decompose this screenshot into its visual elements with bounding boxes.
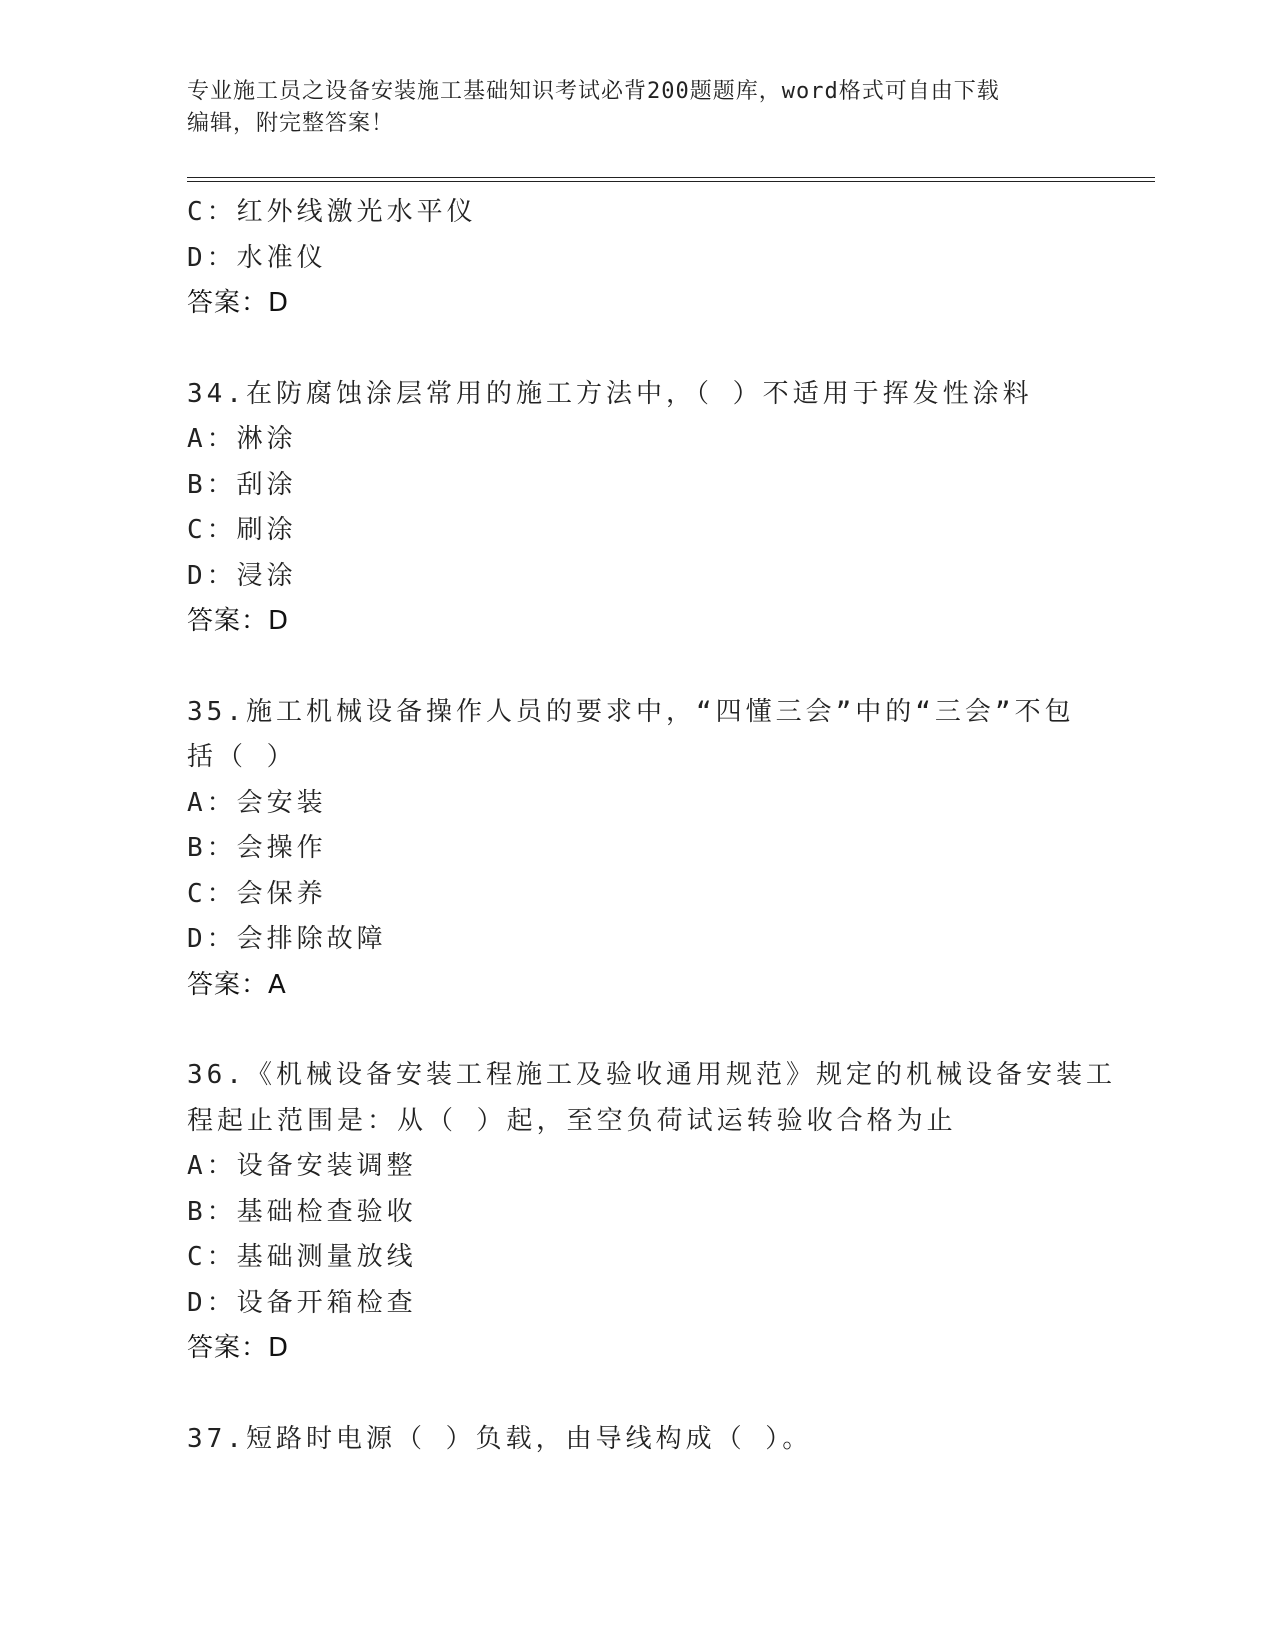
header-rule-thick	[187, 181, 1155, 182]
question-stem-line-2: 程起止范围是：从（ ）起，至空负荷试运转验收合格为止	[187, 1105, 957, 1136]
question-34	[187, 372, 1147, 645]
option-c: C：红外线激光水平仪	[187, 197, 477, 227]
option-d: D：设备开箱检查	[187, 1287, 417, 1318]
page-header	[187, 76, 1067, 140]
option-a: A：设备安装调整	[187, 1151, 417, 1181]
answer-line: 答案：D	[187, 1333, 290, 1363]
question-stem: 37.短路时电源（ ）负载，由导线构成（ ）。	[187, 1423, 813, 1454]
header-line-1: 专业施工员之设备安装施工基础知识考试必背200题题库，word格式可自由下载	[187, 79, 1000, 104]
option-a: A：淋涂	[187, 424, 297, 454]
option-d: D：会排除故障	[187, 924, 387, 954]
question-stem: 34.在防腐蚀涂层常用的施工方法中，（ ）不适用于挥发性涂料	[187, 378, 1033, 409]
option-d: D：水准仪	[187, 242, 327, 273]
option-b: B：基础检查验收	[187, 1196, 417, 1227]
option-d: D：浸涂	[187, 560, 297, 591]
option-b: B：会操作	[187, 833, 327, 863]
answer-line: 答案：D	[187, 606, 290, 636]
option-c: C：基础测量放线	[187, 1242, 417, 1272]
question-35	[187, 690, 1147, 1009]
option-c: C：刷涂	[187, 515, 297, 545]
question-37	[187, 1417, 1147, 1463]
option-c: C：会保养	[187, 878, 327, 909]
header-rule-thin	[187, 177, 1155, 178]
option-a: A：会安装	[187, 787, 327, 818]
header-line-2: 编辑，附完整答案！	[187, 111, 395, 136]
answer-line: 答案：D	[187, 288, 290, 318]
answer-line: 答案：A	[187, 969, 287, 1000]
option-b: B：刮涂	[187, 469, 297, 500]
question-stem-line-1: 35.施工机械设备操作人员的要求中，“四懂三会”中的“三会”不包	[187, 696, 1075, 727]
question-stem-line-1: 36.《机械设备安装工程施工及验收通用规范》规定的机械设备安装工	[187, 1060, 1116, 1090]
question-list	[187, 190, 1147, 1462]
question-33-tail	[187, 190, 1147, 327]
question-stem-line-2: 括（ ）	[187, 742, 297, 772]
question-36	[187, 1053, 1147, 1372]
